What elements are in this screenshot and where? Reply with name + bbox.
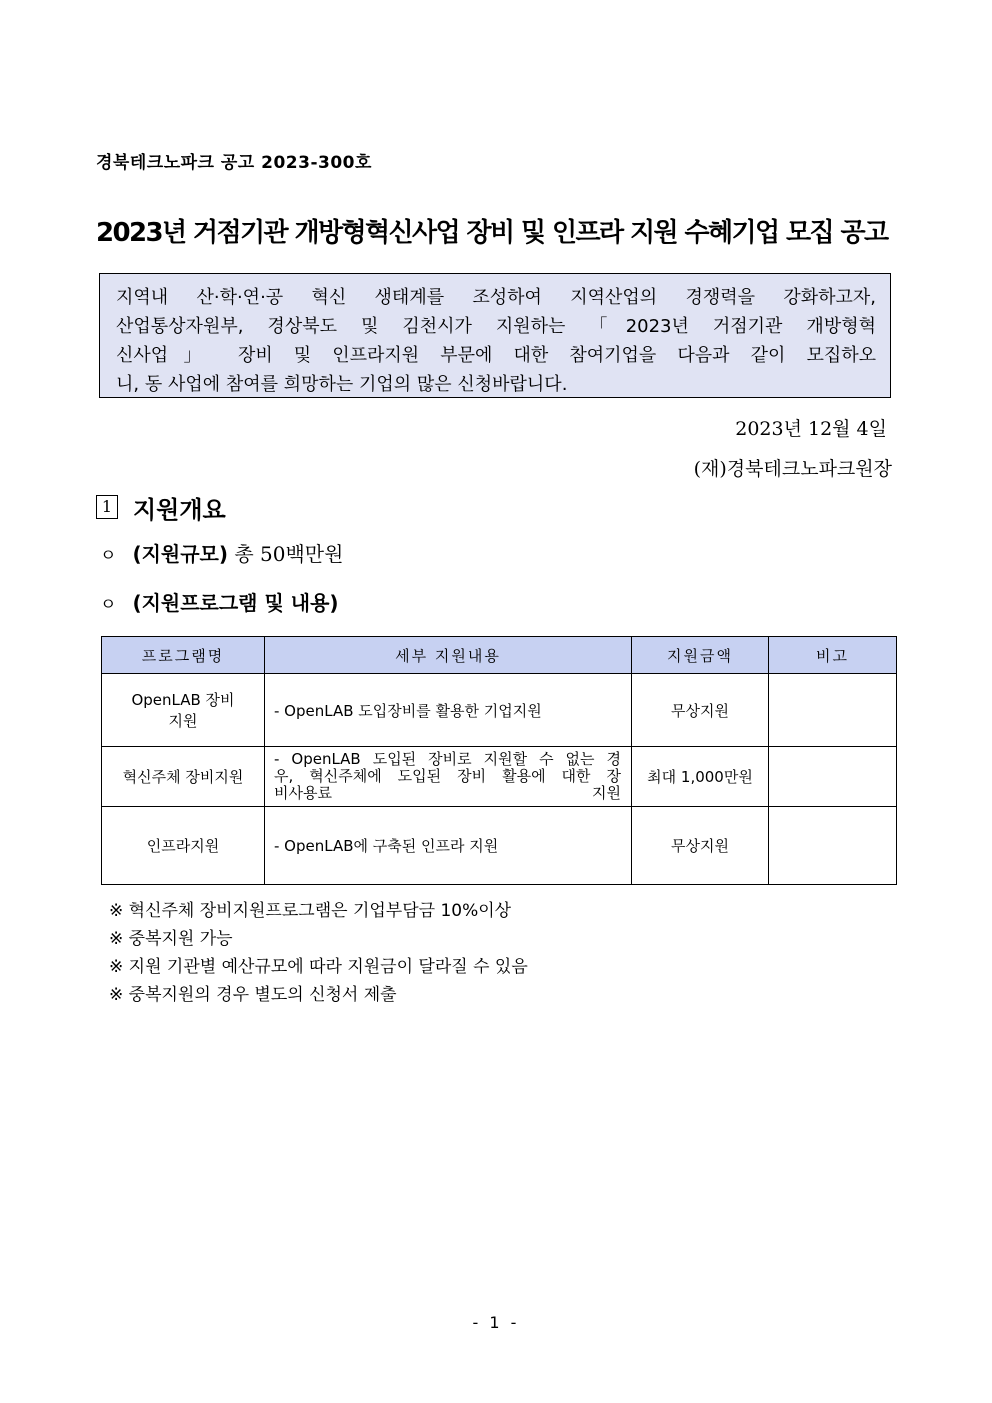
notice-number: 경북테크노파크 공고 2023-300호 <box>96 153 372 173</box>
intro-line: 산업통상자원부, 경상북도 및 김천시가 지원하는 「2023년 거점기관 개방형혁 <box>116 316 876 337</box>
note-item: ※ 중복지원의 경우 별도의 신청서 제출 <box>109 985 397 1005</box>
column-header-detail: 세부 지원내용 <box>265 637 632 674</box>
section-number-box: 1 <box>96 495 118 519</box>
note-item: ※ 중복지원 가능 <box>109 929 233 949</box>
support-scale-value: 총 50백만원 <box>234 542 344 566</box>
note-item: ※ 지원 기관별 예산규모에 따라 지원금이 달라질 수 있음 <box>109 957 528 977</box>
column-header-amount: 지원금액 <box>632 637 769 674</box>
table-header-row <box>102 637 897 674</box>
notes-list <box>109 897 528 1009</box>
note-item: ※ 혁신주체 장비지원프로그램은 기업부담금 10%이상 <box>109 901 512 921</box>
note-cell <box>769 674 897 747</box>
intro-box <box>99 273 891 398</box>
intro-line: 신사업」 장비 및 인프라지원 부문에 대한 참여기업을 다음과 같이 모집하오 <box>116 345 876 366</box>
program-table <box>101 636 897 885</box>
note-cell <box>769 747 897 807</box>
table-row <box>102 747 897 807</box>
section-title: 지원개요 <box>133 496 226 524</box>
amount-cell: 무상지원 <box>632 674 769 747</box>
column-header-note: 비고 <box>769 637 897 674</box>
bullet-mark: ㅇ <box>100 546 117 566</box>
bullet-mark: ㅇ <box>100 595 117 615</box>
page-number: - 1 - <box>472 1313 520 1332</box>
intro-line: 니, 동 사업에 참여를 희망하는 기업의 많은 신청바랍니다. <box>116 374 568 395</box>
column-header-program: 프로그램명 <box>102 637 265 674</box>
intro-line: 지역내 산·학·연·공 혁신 생태계를 조성하여 지역산업의 경쟁력을 강화하고자, <box>116 287 876 308</box>
amount-cell: 무상지원 <box>632 807 769 885</box>
support-program-label: (지원프로그램 및 내용) <box>132 591 339 615</box>
detail-line: - OpenLAB 도입된 장비로 지원할 수 없는 경 <box>274 750 621 768</box>
detail-cell <box>265 747 632 807</box>
amount-cell: 최대 1,000만원 <box>632 747 769 807</box>
detail-cell: - OpenLAB 도입장비를 활용한 기업지원 <box>265 674 632 747</box>
note-cell <box>769 807 897 885</box>
bullet-support-scale <box>100 538 343 567</box>
table-row <box>102 807 897 885</box>
support-scale-label: (지원규모) <box>132 542 228 566</box>
detail-cell: - OpenLAB에 구축된 인프라 지원 <box>265 807 632 885</box>
detail-line: 우, 혁신주체에 도입된 장비 활용에 대한 장 <box>274 767 621 785</box>
detail-line: 비사용료 지원 <box>274 784 621 802</box>
table-row <box>102 674 897 747</box>
announcement-date: 2023년 12월 4일 <box>735 418 887 440</box>
bullet-support-programs <box>100 587 339 616</box>
program-name-cell <box>102 674 265 747</box>
signer: (재)경북테크노파크원장 <box>693 458 892 480</box>
program-name-cell: 혁신주체 장비지원 <box>102 747 265 807</box>
program-name-line: OpenLAB 장비 <box>131 691 235 709</box>
program-name-line: 지원 <box>168 712 198 730</box>
page-title: 2023년 거점기관 개방형혁신사업 장비 및 인프라 지원 수혜기업 모집 공고 <box>96 218 888 248</box>
program-name-cell: 인프라지원 <box>102 807 265 885</box>
